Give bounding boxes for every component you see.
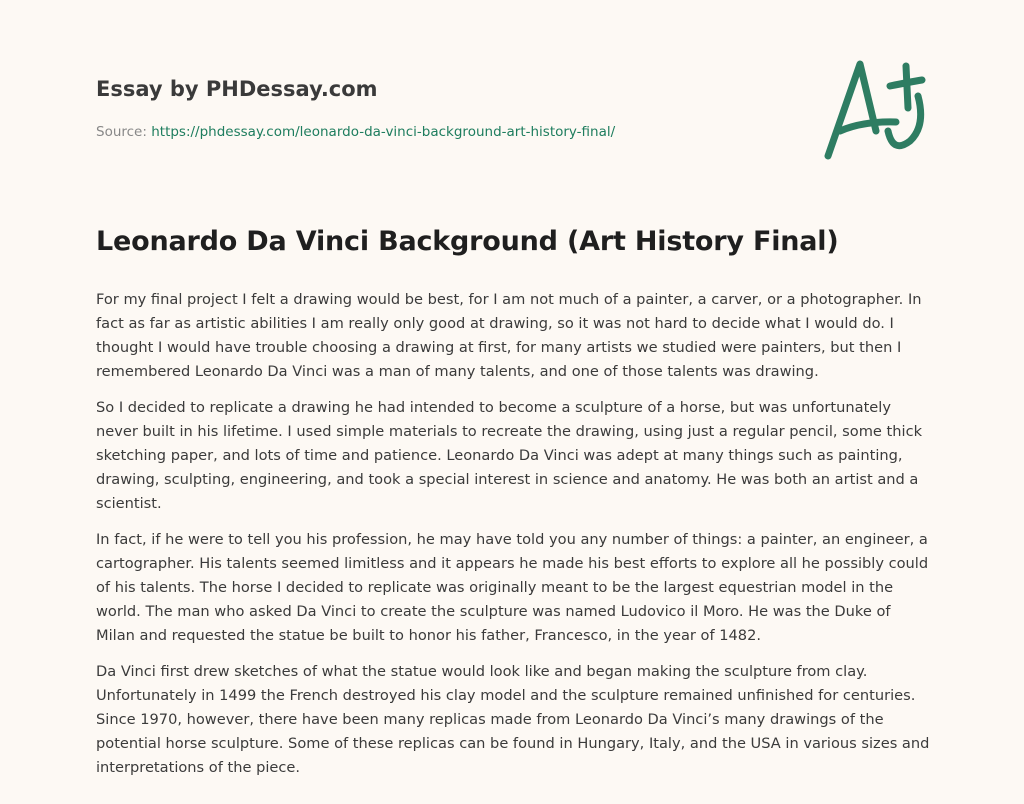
brand-title: Essay by PHDessay.com [96,77,378,101]
source-line [96,124,615,140]
essay-title: Leonardo Da Vinci Background (Art History Final) [96,226,839,257]
paragraph: In fact, if he were to tell you his profession, he may have told you any number of things: a painter, an engineer, a cartographer. His talents seemed limitless and it appears he made his best efforts to explore all he possibly could of his talents. The horse I decided to replicate was originally meant to be the largest equestrian model in the world. The man who asked Da Vinci to create the sculpture was named Ludovico il Moro. He was the Duke of Milan and requested the statue be built to honor his father, Francesco, in the year of 1482. [96,531,929,644]
paragraph: For my final project I felt a drawing would be best, for I am not much of a painter, a carver, or a photographer. In fact as far as artistic abilities I am really only good at drawing, so it was not hard to decide what I would do. I thought I would have trouble choosing a drawing at first, for many artists we studied were painters, but then I remembered Leonardo Da Vinci was a man of many talents, and one of those talents was drawing. [96,291,922,380]
source-link[interactable]: https://phdessay.com/leonardo-da-vinci-background-art-history-final/ [151,124,616,140]
a-plus-logo [818,36,938,166]
paragraph: So I decided to replicate a drawing he had intended to become a sculpture of a horse, but was unfortunately never built in his lifetime. I used simple materials to recreate the drawing, using just a regular pencil, some thick sketching paper, and lots of time and patience. Leonardo Da Vinci was adept at many things such as painting, drawing, sculpting, engineering, and took a special interest in science and anatomy. He was both an artist and a scientist. [96,399,923,512]
essay-body [96,288,932,792]
source-label: Source: [96,124,147,140]
paragraph: Da Vinci first drew sketches of what the statue would look like and began making the sculpture from clay. Unfortunately in 1499 the French destroyed his clay model and the sculpture remained unfinished for centuries. Since 1970, however, there have been many replicas made from Leonardo Da Vinci’s many drawings of the potential horse sculpture. Some of these replicas can be found in Hungary, Italy, and the USA in various sizes and interpretations of the piece. [96,663,930,776]
